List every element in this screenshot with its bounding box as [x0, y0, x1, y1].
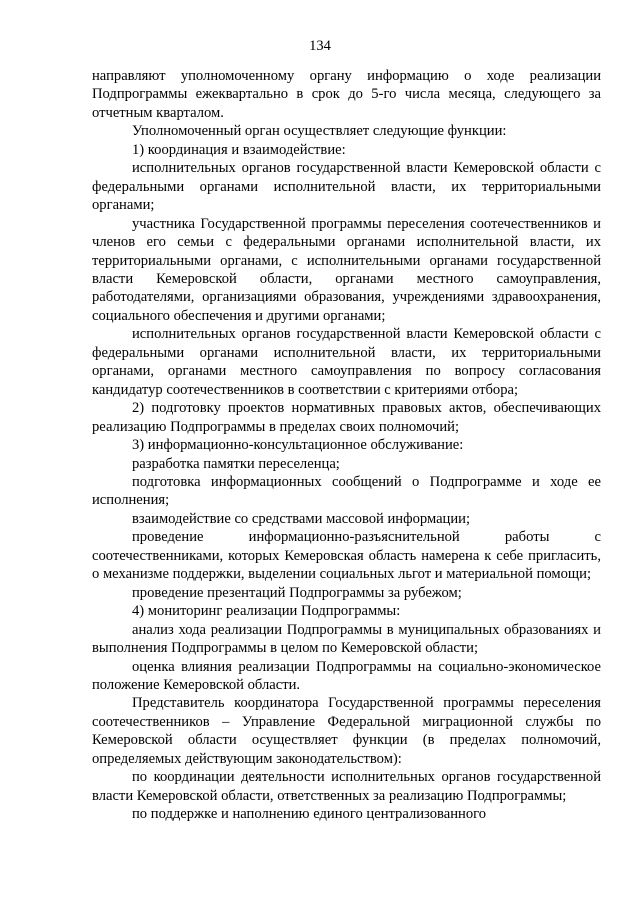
document-body: [92, 67, 601, 824]
paragraph: направляют уполномоченному органу информацию о ходе реализации Подпрограммы ежеквартально в срок до 5-го числа месяца, следующего за отчетным кварталом.: [92, 68, 601, 121]
list-item: 1) координация и взаимодействие:: [132, 141, 346, 158]
paragraph: взаимодействие со средствами массовой информации;: [132, 510, 471, 527]
list-item: 2) подготовку проектов нормативных правовых актов, обеспечивающих реализацию Подпрограммы в пределах своих полномочий;: [92, 400, 601, 435]
paragraph: по координации деятельности исполнительных органов государственной власти Кемеровской области, ответственных за реализацию Подпрограммы;: [92, 769, 601, 804]
list-item: 3) информационно-консультационное обслуживание:: [132, 437, 464, 454]
paragraph: оценка влияния реализации Подпрограммы на социально-экономическое положение Кемеровской области.: [92, 658, 601, 693]
list-item: 4) мониторинг реализации Подпрограммы:: [132, 603, 401, 620]
paragraph: по поддержке и наполнению единого централизованного: [132, 806, 487, 823]
paragraph: Представитель координатора Государственной программы переселения соотечественников – Управление Федеральной миграционной службы по Кемеровской области осуществляет функции (в пределах полномочий, определяемых действующим законодательством):: [92, 695, 601, 767]
paragraph: проведение презентаций Подпрограммы за рубежом;: [132, 584, 462, 601]
paragraph: разработка памятки переселенца;: [132, 455, 340, 472]
paragraph: подготовка информационных сообщений о Подпрограмме и ходе ее исполнения;: [92, 473, 601, 509]
paragraph: проведение информационно-разъяснительной работы с соотечественниками, которых Кемеровская область намерена к себе пригласить, о механизме поддержки, выделении социальных льгот и материальной помощи;: [92, 529, 601, 583]
paragraph: участника Государственной программы переселения соотечественников и членов его семьи с федеральными органами исполнительной власти, их территориальными органами, с исполнительными органами государственной власти Кемеровской области, органами местного самоуправления, работодателями, организациями образования, учреждениями здравоохранения, социального обеспечения и другими органами;: [92, 215, 601, 324]
paragraph: исполнительных органов государственной власти Кемеровской области с федеральными органами исполнительной власти, их территориальными органами, органами местного самоуправления по вопросу согласования кандидатур соотечественников в соответствии с критериями отбора;: [92, 326, 601, 398]
page-number: 134: [309, 38, 331, 54]
paragraph: исполнительных органов государственной власти Кемеровской области с федеральными органами исполнительной власти, их территориальными органами;: [92, 160, 601, 214]
paragraph: Уполномоченный орган осуществляет следующие функции:: [132, 123, 507, 140]
paragraph: анализ хода реализации Подпрограммы в муниципальных образованиях и выполнения Подпрограммы в целом по Кемеровской области;: [92, 621, 601, 657]
